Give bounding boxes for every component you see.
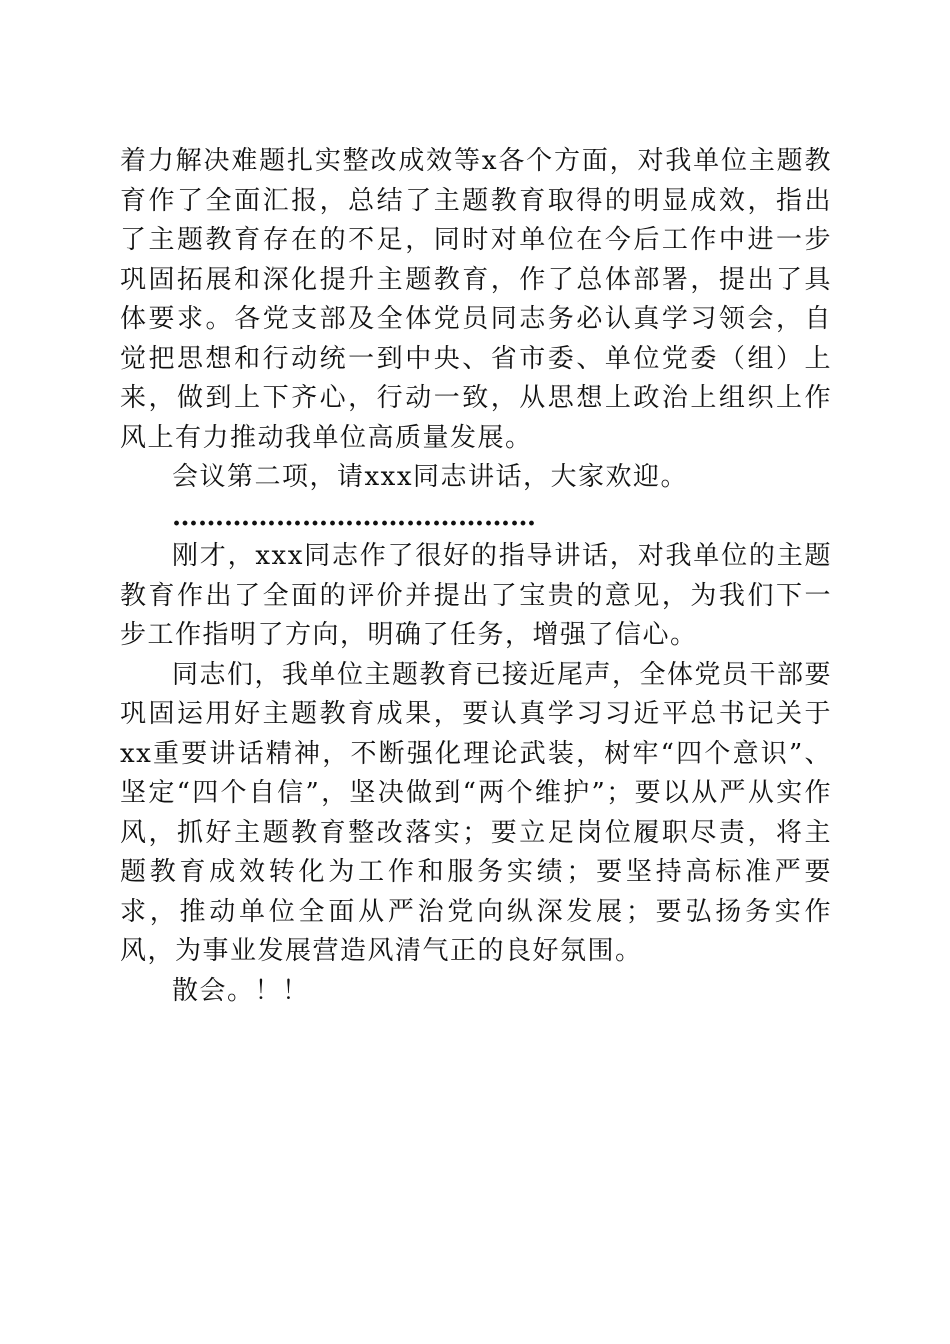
paragraph-closing-requirements: 同志们，我单位主题教育已接近尾声，全体党员干部要巩固运用好主题教育成果，要认真学习习近平总书记关于xx重要讲话精神，不断强化理论武装，树牢“四个意识”、坚定“四个自信”，坚决做到“两个维护”；要以从严从实作风，抓好主题教育整改落实；要立足岗位履职尽责，将主题教育成效转化为工作和服务实绩；要坚持高标准严要求，推动单位全面从严治党向纵深发展；要弘扬务实作风，为事业发展营造风清气正的良好氛围。 — [120, 659, 833, 966]
paragraph-summary: 着力解决难题扎实整改成效等x各个方面，对我单位主题教育作了全面汇报，总结了主题教育取得的明显成效，指出了主题教育存在的不足，同时对单位在今后工作中进一步巩固拓展和深化提升主题教育，作了总体部署，提出了具体要求。各党支部及全体党员同志务必认真学习领会，自觉把思想和行动统一到中央、省市委、单位党委（组）上来，做到上下齐心，行动一致，从思想上政治上组织上作风上有力推动我单位高质量发展。 — [120, 146, 832, 453]
paragraph-ellipsis-separator: …………………………………… — [172, 501, 536, 532]
paragraph-agenda-item-two: 会议第二项，请xxx同志讲话，大家欢迎。 — [172, 462, 688, 492]
document-body — [120, 142, 832, 1011]
paragraph-speech-response: 刚才，xxx同志作了很好的指导讲话，对我单位的主题教育作出了全面的评价并提出了宝贵的意见，为我们下一步工作指明了方向，明确了任务，增强了信心。 — [120, 541, 832, 650]
paragraph-adjourn: 散会。！！ — [172, 975, 310, 1006]
